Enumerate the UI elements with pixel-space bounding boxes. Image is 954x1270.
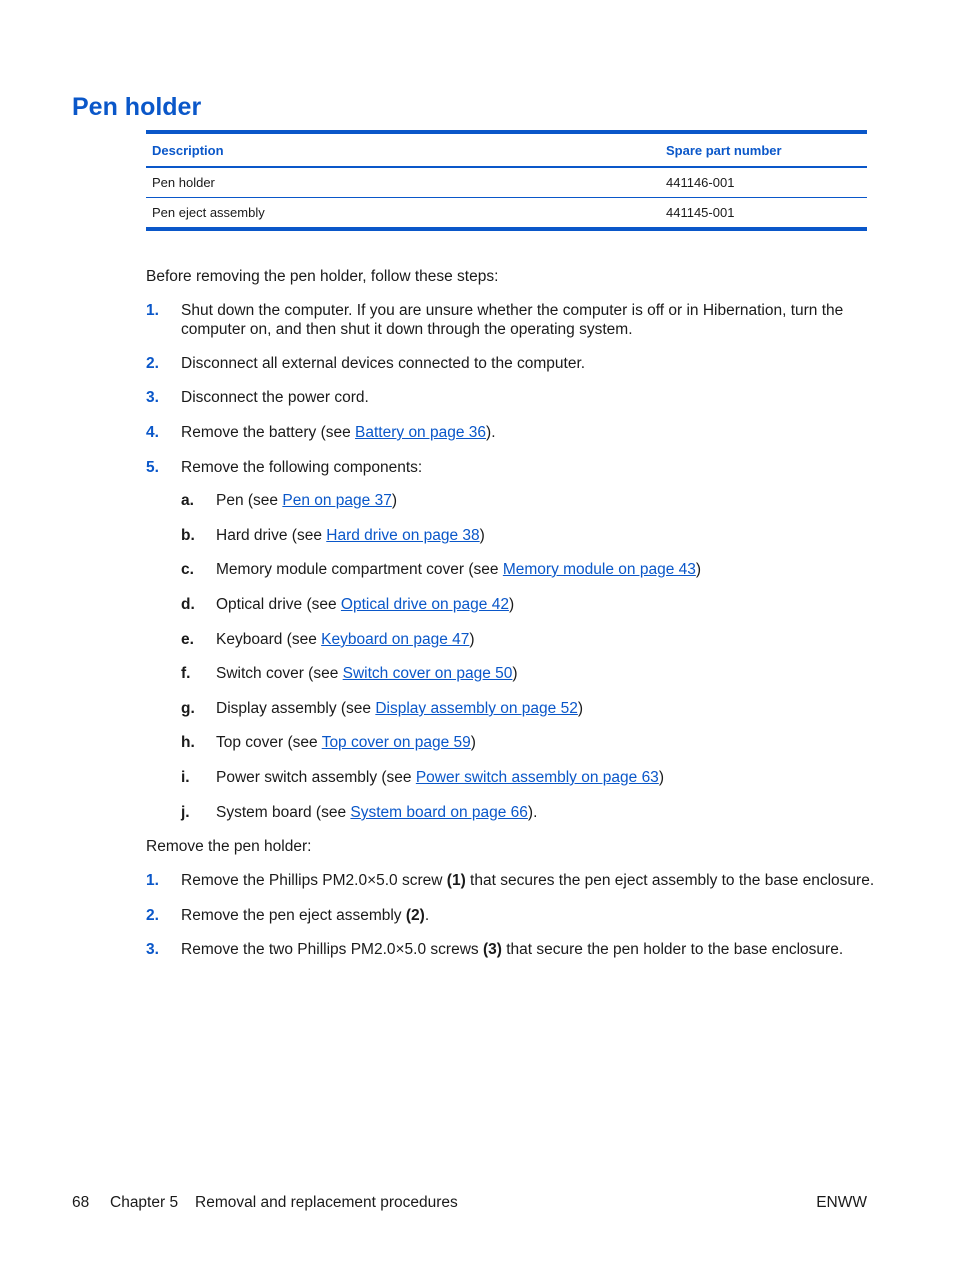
step-text xyxy=(181,871,875,890)
step-text-suffix: that secures the pen eject assembly to the base enclosure. xyxy=(465,872,875,889)
step-text: Remove the following components: xyxy=(181,459,423,476)
callout-number: (3) xyxy=(482,941,502,958)
component-text-suffix: ) xyxy=(695,561,702,578)
component-text-prefix: Optical drive (see xyxy=(216,596,341,613)
power-switch-assembly-link[interactable]: Power switch assembly on page 63 xyxy=(415,769,659,786)
component-letter: d. xyxy=(181,596,195,613)
component-letter: h. xyxy=(181,734,195,751)
step-text-suffix: . xyxy=(424,907,430,924)
component-text-suffix: ) xyxy=(470,734,476,751)
component-letter: e. xyxy=(181,631,194,648)
component-text xyxy=(216,595,514,614)
memory-module-link[interactable]: Memory module on page 43 xyxy=(502,561,696,578)
component-text-prefix: Keyboard (see xyxy=(216,631,322,648)
display-assembly-link[interactable]: Display assembly on page 52 xyxy=(375,700,578,717)
component-text-suffix: ) xyxy=(508,596,515,613)
component-letter: b. xyxy=(181,527,195,544)
system-board-link[interactable]: System board on page 66 xyxy=(350,804,528,821)
step-text-prefix: Remove the pen eject assembly xyxy=(181,907,406,924)
switch-cover-link[interactable]: Switch cover on page 50 xyxy=(342,665,513,682)
component-text-suffix: ) xyxy=(469,631,475,648)
step-text-prefix: Remove the two Phillips PM2.0×5.0 screws xyxy=(181,941,483,958)
step-text: Disconnect all external devices connected to the computer. xyxy=(181,355,586,372)
footer-chapter: Chapter 5 xyxy=(110,1194,179,1211)
table-row xyxy=(146,198,867,230)
keyboard-link[interactable]: Keyboard on page 47 xyxy=(321,631,470,648)
component-text xyxy=(216,768,664,787)
component-text xyxy=(216,733,476,752)
callout-number: (1) xyxy=(446,872,466,889)
component-letter: f. xyxy=(181,665,191,682)
hard-drive-link[interactable]: Hard drive on page 38 xyxy=(326,527,480,544)
callout-number: (2) xyxy=(405,907,425,924)
component-text-prefix: Top cover (see xyxy=(216,734,322,751)
column-header-part-number: Spare part number xyxy=(660,132,867,167)
table-row xyxy=(146,167,867,198)
footer-chapter-title: Removal and replacement procedures xyxy=(195,1194,458,1211)
part-number: 441145-001 xyxy=(666,205,735,220)
step-text xyxy=(181,906,868,925)
component-text xyxy=(216,664,518,683)
step-number: 4. xyxy=(146,424,159,441)
component-text xyxy=(216,630,475,649)
step-text xyxy=(181,423,868,442)
step-text-suffix: ). xyxy=(486,424,496,441)
component-letter: g. xyxy=(181,700,195,717)
component-text-suffix: ). xyxy=(527,804,538,821)
component-text-prefix: Hard drive (see xyxy=(216,527,327,544)
step-text: Shut down the computer. If you are unsure whether the computer is off or in Hibernation, turn the computer on, and then shut it down through the operating system. xyxy=(181,302,844,338)
step-text: Disconnect the power cord. xyxy=(181,389,369,406)
step-number: 3. xyxy=(146,941,159,958)
step-number: 1. xyxy=(146,302,159,319)
step-text xyxy=(181,940,868,959)
component-text-prefix: Power switch assembly (see xyxy=(216,769,416,786)
footer-locale-code: ENWW xyxy=(816,1194,867,1211)
table-header-row xyxy=(146,132,867,167)
component-text-suffix: ) xyxy=(512,665,518,682)
part-description: Pen holder xyxy=(146,167,660,198)
component-text-prefix: Display assembly (see xyxy=(216,700,376,717)
battery-link[interactable]: Battery on page 36 xyxy=(355,424,487,441)
column-header-description: Description xyxy=(146,132,660,167)
step-number: 1. xyxy=(146,872,159,889)
top-cover-link[interactable]: Top cover on page 59 xyxy=(321,734,471,751)
spare-parts-table xyxy=(146,130,867,231)
step-number: 5. xyxy=(146,459,159,476)
component-text xyxy=(216,803,537,822)
component-text-prefix: Memory module compartment cover (see xyxy=(216,561,503,578)
footer-page-number: 68 xyxy=(72,1194,90,1211)
component-letter: j. xyxy=(181,804,190,821)
step-text-prefix: Remove the Phillips PM2.0×5.0 screw xyxy=(181,872,447,889)
step-number: 2. xyxy=(146,907,159,924)
component-text-suffix: ) xyxy=(577,700,584,717)
component-text-prefix: Pen (see xyxy=(216,492,283,509)
component-text-suffix: ) xyxy=(479,527,485,544)
component-text xyxy=(216,526,485,545)
component-text-prefix: Switch cover (see xyxy=(216,665,343,682)
component-text-suffix: ) xyxy=(391,492,397,509)
step-number: 2. xyxy=(146,355,159,372)
component-text xyxy=(216,699,583,718)
intro-text: Before removing the pen holder, follow these steps: xyxy=(146,268,499,285)
remove-intro-text: Remove the pen holder: xyxy=(146,838,312,855)
page-title: Pen holder xyxy=(72,93,202,121)
optical-drive-link[interactable]: Optical drive on page 42 xyxy=(340,596,509,613)
component-text xyxy=(216,491,397,510)
part-description: Pen eject assembly xyxy=(152,205,265,220)
component-text-suffix: ) xyxy=(658,769,664,786)
component-text-prefix: System board (see xyxy=(216,804,351,821)
part-number: 441146-001 xyxy=(660,167,867,198)
component-letter: c. xyxy=(181,561,194,578)
component-text xyxy=(216,560,701,579)
step-text-suffix: that secure the pen holder to the base enclosure. xyxy=(501,941,844,958)
step-number: 3. xyxy=(146,389,159,406)
step-text-prefix: Remove the battery (see xyxy=(181,424,356,441)
pen-link[interactable]: Pen on page 37 xyxy=(282,492,392,509)
component-letter: i. xyxy=(181,769,190,786)
component-letter: a. xyxy=(181,492,194,509)
